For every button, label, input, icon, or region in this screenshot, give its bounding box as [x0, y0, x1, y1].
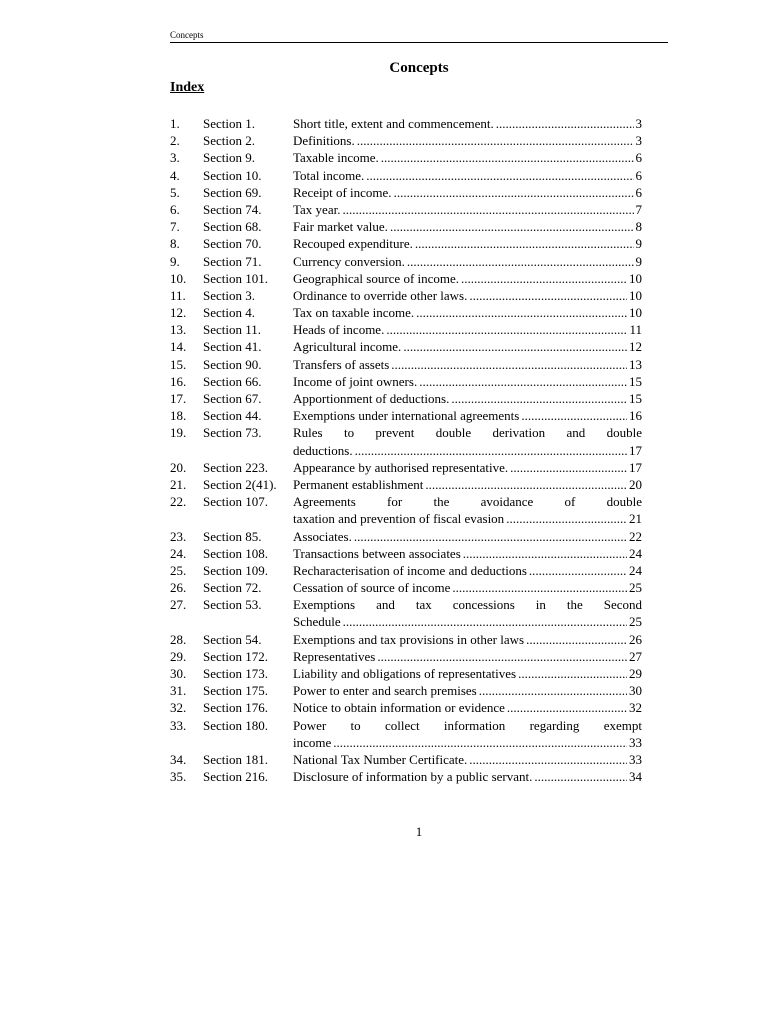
- toc-entry-page: 32: [629, 700, 642, 716]
- toc-entry-title-block: [293, 665, 642, 682]
- toc-entry-section: Section 108.: [203, 545, 268, 561]
- toc-entry-line: [293, 201, 642, 218]
- toc-entry-title-block: [293, 115, 642, 132]
- toc-entry-number: 20.: [170, 459, 187, 475]
- toc-entry-number: 22.: [170, 494, 187, 510]
- dot-leader: [506, 510, 627, 527]
- dot-leader: [529, 562, 627, 579]
- toc-entry-page: 12: [629, 339, 642, 355]
- toc-entry[interactable]: [170, 493, 642, 527]
- toc-entry-number: 3.: [170, 150, 180, 166]
- toc-entry-line: [293, 304, 642, 321]
- toc-entry-page: 11: [629, 322, 642, 338]
- toc-entry-title-block: [293, 751, 642, 768]
- toc-entry-line: [293, 631, 642, 648]
- document-title: Concepts: [389, 60, 449, 76]
- toc-entry-number: 25.: [170, 562, 187, 578]
- toc-entry[interactable]: [170, 167, 642, 184]
- toc-entry-page: 17: [629, 459, 642, 475]
- toc-entry-page: 21: [629, 511, 642, 527]
- toc-entry-line: [293, 218, 642, 235]
- toc-entry-section: Section 9.: [203, 150, 255, 166]
- toc-entry-page: 10: [629, 287, 642, 303]
- toc-entry-title-block: [293, 235, 642, 252]
- toc-entry[interactable]: [170, 665, 642, 682]
- toc-entry-number: 4.: [170, 167, 180, 183]
- toc-entry-number: 14.: [170, 339, 187, 355]
- toc-entry-title-block: [293, 390, 642, 407]
- toc-entry-number: 13.: [170, 322, 187, 338]
- toc-entry-number: 9.: [170, 253, 180, 269]
- toc-entry-line: [293, 167, 642, 184]
- toc-entry-title: taxation and prevention of fiscal evasion: [293, 511, 505, 527]
- toc-entry[interactable]: [170, 476, 642, 493]
- toc-entry-page: 9: [635, 253, 642, 269]
- toc-entry-page: 7: [635, 201, 642, 217]
- toc-entry-page: 33: [629, 734, 642, 750]
- toc-entry-line: [293, 253, 642, 270]
- dot-leader: [518, 665, 627, 682]
- toc-entry-title-block: [293, 132, 642, 149]
- toc-entry-title-line1: Power to collect information regarding exempt: [293, 717, 642, 733]
- toc-entry-page: 16: [629, 408, 642, 424]
- dot-leader: [357, 132, 634, 149]
- toc-entry-number: 29.: [170, 648, 187, 664]
- toc-entry-page: 22: [629, 528, 642, 544]
- toc-entry-section: Section 176.: [203, 700, 268, 716]
- toc-entry-line: [293, 338, 642, 355]
- toc-entry-page: 24: [629, 562, 642, 578]
- toc-entry-title-block: [293, 545, 642, 562]
- toc-entry-number: 5.: [170, 184, 180, 200]
- toc-entry[interactable]: [170, 356, 642, 373]
- toc-entry-section: Section 216.: [203, 769, 268, 785]
- toc-entry-section: Section 173.: [203, 666, 268, 682]
- toc-entry-line: [293, 579, 642, 596]
- toc-entry-section: Section 74.: [203, 201, 262, 217]
- toc-entry-title: Transactions between associates: [293, 545, 461, 561]
- toc-entry-page: 24: [629, 545, 642, 561]
- toc-entry-title: Notice to obtain information or evidence: [293, 700, 505, 716]
- toc-entry-title-block: [293, 476, 642, 493]
- dot-leader: [343, 613, 627, 630]
- toc-entry-number: 10.: [170, 270, 187, 286]
- toc-entry-number: 24.: [170, 545, 187, 561]
- toc-entry-line: [293, 115, 642, 132]
- toc-entry[interactable]: [170, 699, 642, 716]
- toc-entry-title: Tax year.: [293, 201, 341, 217]
- toc-entry-title-block: [293, 493, 642, 527]
- toc-entry-title: Taxable income.: [293, 150, 379, 166]
- toc-entry-page: 8: [635, 219, 642, 235]
- toc-entry-section: Section 68.: [203, 219, 262, 235]
- toc-entry-section: Section 90.: [203, 356, 262, 372]
- toc-entry-number: 11.: [170, 287, 186, 303]
- dot-leader: [415, 235, 634, 252]
- toc-entry-title: Definitions.: [293, 133, 355, 149]
- toc-entry-line: [293, 528, 642, 545]
- toc-entry-line: [293, 562, 642, 579]
- toc-entry-title-block: [293, 287, 642, 304]
- toc-entry[interactable]: [170, 132, 642, 149]
- toc-entry-section: Section 1.: [203, 116, 255, 131]
- dot-leader: [451, 390, 627, 407]
- toc-entry-title: Cessation of source of income: [293, 580, 451, 596]
- toc-entry-line: [293, 476, 642, 493]
- toc-entry-page: 13: [629, 356, 642, 372]
- toc-entry-title: Apportionment of deductions.: [293, 391, 450, 406]
- toc-entry-title: Disclosure of information by a public servant.: [293, 769, 533, 785]
- toc-entry-section: Section 73.: [203, 425, 262, 441]
- toc-entry[interactable]: [170, 390, 642, 407]
- toc-entry[interactable]: [170, 562, 642, 579]
- toc-entry-section: Section 44.: [203, 408, 262, 424]
- page-number: 1: [415, 824, 423, 839]
- dot-leader: [366, 167, 633, 184]
- toc-entry-title-block: [293, 184, 642, 201]
- toc-entry-title: Permanent establishment: [293, 476, 424, 492]
- dot-leader: [333, 734, 627, 751]
- toc-entry-page: 9: [635, 236, 642, 252]
- toc-entry-line: [293, 442, 642, 459]
- toc-entry-section: Section 10.: [203, 167, 262, 183]
- toc-entry-page: 3: [635, 133, 642, 149]
- dot-leader: [355, 442, 627, 459]
- toc-entry-page: 10: [629, 270, 642, 286]
- toc-entry-page: 17: [629, 442, 642, 458]
- toc-entry[interactable]: [170, 235, 642, 252]
- toc-entry[interactable]: [170, 115, 642, 132]
- toc-entry-line: [293, 235, 642, 252]
- toc-entry-section: Section 223.: [203, 459, 268, 475]
- toc-entry-number: 7.: [170, 219, 180, 235]
- toc-entry-line: [293, 459, 642, 476]
- toc-entry-title-block: [293, 201, 642, 218]
- toc-entry-page: 30: [629, 683, 642, 699]
- toc-entry[interactable]: [170, 648, 642, 665]
- toc-entry-page: 25: [629, 614, 642, 630]
- toc-entry-title: Recharacterisation of income and deductions: [293, 562, 527, 578]
- toc-entry-title-block: [293, 149, 642, 166]
- toc-entry-title: Power to enter and search premises: [293, 683, 477, 699]
- dot-leader: [390, 218, 634, 235]
- toc-entry-page: 6: [635, 184, 642, 200]
- toc-entry[interactable]: [170, 459, 642, 476]
- toc-entry-section: Section 4.: [203, 305, 255, 321]
- toc-entry-line: [293, 149, 642, 166]
- toc-entry-title: deductions.: [293, 442, 353, 458]
- dot-leader: [342, 201, 633, 218]
- toc-entry-title-block: [293, 579, 642, 596]
- toc-entry-section: Section 107.: [203, 494, 268, 510]
- toc-entry-number: 12.: [170, 305, 187, 321]
- toc-entry[interactable]: [170, 528, 642, 545]
- toc-entry-line: [293, 682, 642, 699]
- toc-entry[interactable]: [170, 717, 642, 751]
- toc-entry-line: [293, 768, 642, 785]
- toc-entry[interactable]: [170, 373, 642, 390]
- toc-entry-number: 17.: [170, 391, 187, 406]
- toc-entry-page: 27: [629, 648, 642, 664]
- toc-entry-number: 27.: [170, 597, 187, 613]
- toc-entry-number: 34.: [170, 752, 187, 767]
- toc-entry-title: Income of joint owners.: [293, 373, 418, 389]
- toc-entry-title: Associates.: [293, 528, 352, 544]
- dot-leader: [403, 338, 627, 355]
- toc-entry-title: Schedule: [293, 614, 341, 630]
- running-header: [170, 30, 668, 43]
- toc-entry[interactable]: [170, 338, 642, 355]
- toc-entry-section: Section 2(41).: [203, 476, 277, 492]
- toc-entry[interactable]: [170, 253, 642, 270]
- toc-entry-title-line1: Exemptions and tax concessions in the Second: [293, 597, 642, 613]
- toc-entry-title-block: [293, 253, 642, 270]
- toc-entry-title-block: [293, 699, 642, 716]
- toc-entry-title: Appearance by authorised representative.: [293, 459, 509, 475]
- toc-entry-section: Section 54.: [203, 631, 262, 647]
- toc-entry-number: 28.: [170, 631, 187, 647]
- dot-leader: [425, 476, 627, 493]
- toc-entry-line: [293, 184, 642, 201]
- toc-entry-title: Exemptions and tax provisions in other laws: [293, 631, 525, 647]
- toc-entry[interactable]: [170, 304, 642, 321]
- toc-entry-number: 21.: [170, 476, 187, 492]
- toc-entry-title: National Tax Number Certificate.: [293, 752, 468, 767]
- toc-entry-number: 2.: [170, 133, 180, 149]
- toc-entry-number: 33.: [170, 717, 187, 733]
- toc-entry-page: 3: [635, 116, 642, 131]
- toc-entry-number: 31.: [170, 683, 187, 699]
- dot-leader: [394, 184, 634, 201]
- toc-entry-page: 15: [629, 391, 642, 406]
- toc-entry-title: Exemptions under international agreements: [293, 408, 520, 424]
- toc-entry[interactable]: [170, 218, 642, 235]
- toc-entry-title: Short title, extent and commencement.: [293, 116, 494, 131]
- dot-leader: [463, 545, 627, 562]
- toc-entry-line: [293, 132, 642, 149]
- toc-entry[interactable]: [170, 270, 642, 287]
- toc-entry-line: [293, 545, 642, 562]
- toc-entry-number: 8.: [170, 236, 180, 252]
- toc-entry-title-block: [293, 356, 642, 373]
- toc-entry-line: [293, 648, 642, 665]
- toc-entry-title: income: [293, 734, 332, 750]
- toc-entry[interactable]: [170, 184, 642, 201]
- toc-entry-title-block: [293, 424, 642, 458]
- toc-entry-section: Section 71.: [203, 253, 262, 269]
- toc-entry-title: Geographical source of income.: [293, 270, 460, 286]
- toc-entry-number: 23.: [170, 528, 187, 544]
- dot-leader: [391, 356, 627, 373]
- toc-entry-title: Currency conversion.: [293, 253, 405, 269]
- toc-entry-line: [293, 699, 642, 716]
- toc-entry[interactable]: [170, 768, 642, 785]
- toc-entry-number: 32.: [170, 700, 187, 716]
- toc-entry-section: Section 3.: [203, 287, 255, 303]
- dot-leader: [526, 631, 627, 648]
- toc-entry-title: Receipt of income.: [293, 184, 392, 200]
- toc-entry-line: [293, 665, 642, 682]
- toc-entry-title: Ordinance to override other laws.: [293, 287, 468, 303]
- dot-leader: [381, 149, 634, 166]
- toc-entry-line: [293, 373, 642, 390]
- toc-entry-line: [293, 734, 642, 751]
- toc-entry-title-line1: Rules to prevent double derivation and double: [293, 425, 642, 441]
- toc-entry-number: 1.: [170, 116, 180, 131]
- toc-entry-title: Recouped expenditure.: [293, 236, 413, 252]
- toc-entry-page: 25: [629, 580, 642, 596]
- table-of-contents: [170, 115, 642, 785]
- dot-leader: [452, 579, 627, 596]
- toc-entry-line: [293, 321, 642, 338]
- toc-entry-number: 16.: [170, 373, 187, 389]
- running-header-title: Concepts: [170, 30, 204, 40]
- toc-entry[interactable]: [170, 682, 642, 699]
- toc-entry-line: [293, 407, 642, 424]
- toc-entry-section: Section 70.: [203, 236, 262, 252]
- toc-entry-line: [293, 613, 642, 630]
- toc-entry-page: 6: [635, 150, 642, 166]
- toc-entry-section: Section 69.: [203, 184, 262, 200]
- toc-entry-page: 6: [635, 167, 642, 183]
- toc-entry-line: [293, 287, 642, 304]
- dot-leader: [521, 407, 627, 424]
- toc-entry-title-block: [293, 631, 642, 648]
- toc-entry-page: 10: [629, 305, 642, 321]
- dot-leader: [354, 528, 627, 545]
- toc-entry-section: Section 109.: [203, 562, 268, 578]
- toc-entry-section: Section 41.: [203, 339, 262, 355]
- toc-entry-title-block: [293, 270, 642, 287]
- toc-entry[interactable]: [170, 321, 642, 338]
- dot-leader: [407, 253, 634, 270]
- toc-entry-title: Agricultural income.: [293, 339, 402, 355]
- toc-entry-line: [293, 356, 642, 373]
- toc-entry[interactable]: [170, 579, 642, 596]
- toc-entry-number: 19.: [170, 425, 187, 441]
- toc-entry-title-block: [293, 167, 642, 184]
- dot-leader: [534, 768, 627, 785]
- dot-leader: [386, 321, 627, 338]
- toc-entry-page: 26: [629, 631, 642, 647]
- toc-entry-title: Tax on taxable income.: [293, 305, 415, 321]
- toc-entry-title-block: [293, 528, 642, 545]
- dot-leader: [461, 270, 627, 287]
- toc-entry[interactable]: [170, 287, 642, 304]
- toc-entry-page: 15: [629, 373, 642, 389]
- toc-entry-section: Section 175.: [203, 683, 268, 699]
- toc-entry-number: 30.: [170, 666, 187, 682]
- toc-entry[interactable]: [170, 631, 642, 648]
- dot-leader: [469, 751, 627, 768]
- toc-entry-title-block: [293, 304, 642, 321]
- toc-entry-title-block: [293, 407, 642, 424]
- toc-entry-title: Fair market value.: [293, 219, 388, 235]
- dot-leader: [419, 373, 627, 390]
- toc-entry-title-block: [293, 717, 642, 751]
- toc-entry-number: 6.: [170, 201, 180, 217]
- toc-entry-title-block: [293, 321, 642, 338]
- toc-entry[interactable]: [170, 407, 642, 424]
- toc-entry-title-line1: Agreements for the avoidance of double: [293, 494, 642, 510]
- toc-entry[interactable]: [170, 751, 642, 768]
- toc-entry-title-block: [293, 682, 642, 699]
- toc-entry-page: 29: [629, 666, 642, 682]
- toc-entry-title: Representatives: [293, 648, 376, 664]
- dot-leader: [496, 115, 634, 132]
- toc-entry-number: 26.: [170, 580, 187, 596]
- toc-entry-title-block: [293, 218, 642, 235]
- toc-entry-section: Section 180.: [203, 717, 268, 733]
- dot-leader: [507, 699, 627, 716]
- toc-entry-title-block: [293, 459, 642, 476]
- toc-entry-section: Section 66.: [203, 373, 262, 389]
- toc-entry-section: Section 72.: [203, 580, 262, 596]
- toc-entry-line: [293, 390, 642, 407]
- toc-entry-section: Section 67.: [203, 391, 262, 406]
- dot-leader: [510, 459, 627, 476]
- toc-entry-title-block: [293, 648, 642, 665]
- toc-entry-number: 18.: [170, 408, 187, 424]
- toc-entry-section: Section 2.: [203, 133, 255, 149]
- toc-entry-title-block: [293, 562, 642, 579]
- toc-entry-page: 34: [629, 769, 642, 785]
- toc-entry-line: [293, 270, 642, 287]
- dot-leader: [469, 287, 627, 304]
- toc-entry-page: 33: [629, 752, 642, 767]
- toc-entry[interactable]: [170, 149, 642, 166]
- toc-entry-title-block: [293, 768, 642, 785]
- toc-entry-title-block: [293, 373, 642, 390]
- toc-entry-title: Total income.: [293, 167, 365, 183]
- toc-entry-title-block: [293, 596, 642, 630]
- toc-entry-line: [293, 751, 642, 768]
- toc-entry-title: Liability and obligations of representatives: [293, 666, 517, 682]
- dot-leader: [416, 304, 627, 321]
- toc-entry-section: Section 172.: [203, 648, 268, 664]
- toc-entry[interactable]: [170, 201, 642, 218]
- toc-entry-section: Section 85.: [203, 528, 262, 544]
- index-heading: Index: [170, 80, 205, 95]
- toc-entry[interactable]: [170, 596, 642, 630]
- toc-entry-section: Section 101.: [203, 270, 268, 286]
- dot-leader: [377, 648, 627, 665]
- toc-entry[interactable]: [170, 424, 642, 458]
- toc-entry[interactable]: [170, 545, 642, 562]
- toc-entry-number: 35.: [170, 769, 187, 785]
- toc-entry-section: Section 53.: [203, 597, 262, 613]
- toc-entry-section: Section 181.: [203, 752, 268, 767]
- toc-entry-title-block: [293, 338, 642, 355]
- toc-entry-number: 15.: [170, 356, 187, 372]
- toc-entry-section: Section 11.: [203, 322, 262, 338]
- dot-leader: [479, 682, 627, 699]
- toc-entry-title: Transfers of assets: [293, 356, 390, 372]
- toc-entry-title: Heads of income.: [293, 322, 385, 338]
- toc-entry-page: 20: [629, 476, 642, 492]
- toc-entry-line: [293, 510, 642, 527]
